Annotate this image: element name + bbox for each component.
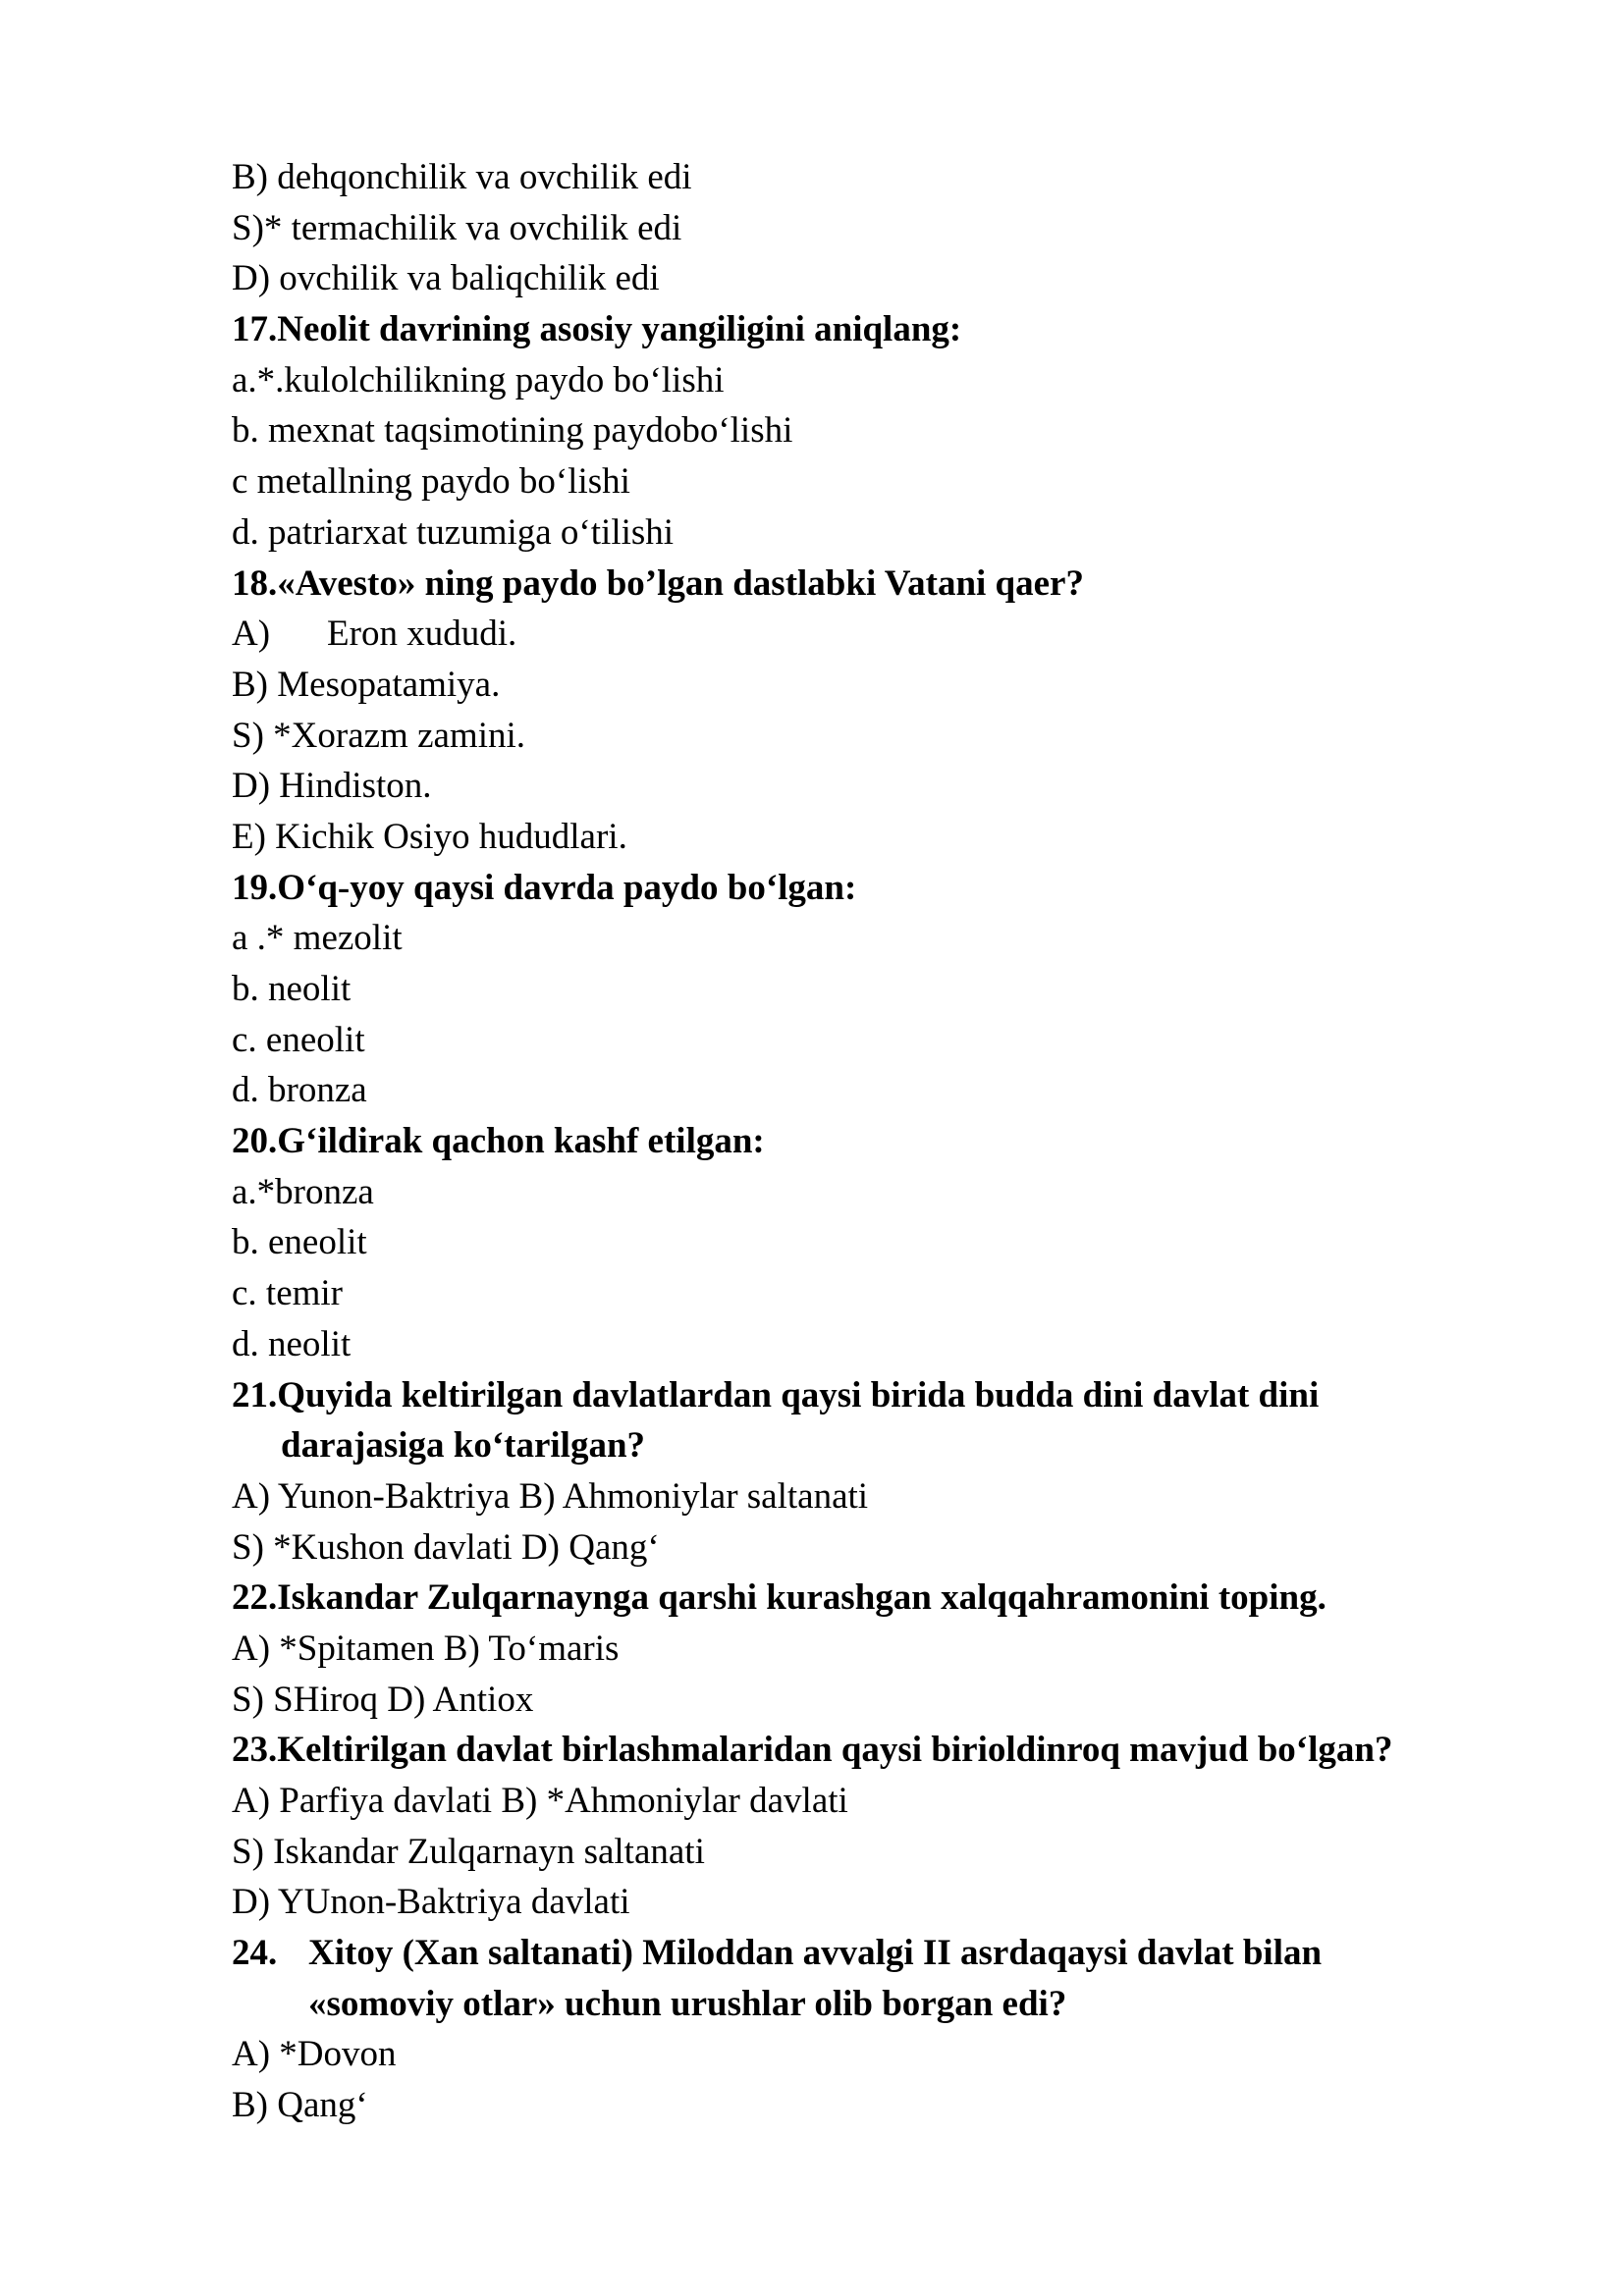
question-text: Neolit davrining asosiy yangiligini aniqlang: — [277, 309, 962, 350]
option-text: A) Yunon-Baktriya B) Ahmoniylar saltanati — [232, 1475, 869, 1517]
question-text: «somoviy otlar» uchun urushlar olib borgan edi? — [308, 1983, 1067, 2024]
answer-option — [232, 1624, 1508, 1675]
option-text: c metallning paydo bo‘lishi — [232, 461, 630, 503]
answer-option — [232, 1827, 1508, 1878]
answer-option — [232, 1065, 1508, 1116]
answer-option — [232, 609, 1508, 660]
question-line — [232, 559, 1508, 610]
answer-option — [232, 1167, 1508, 1218]
option-text: D) ovchilik va baliqchilik edi — [232, 258, 660, 299]
option-text: b. eneolit — [232, 1222, 367, 1263]
option-text: S)* termachilik va ovchilik edi — [232, 207, 682, 248]
option-text: Eron xududi. — [327, 614, 517, 655]
question-line — [232, 1928, 1508, 1979]
option-text: D) YUnon-Baktriya davlati — [232, 1882, 630, 1923]
option-text: d. bronza — [232, 1070, 367, 1111]
option-text: D) Hindiston. — [232, 766, 432, 807]
question-number: 17. — [232, 309, 278, 350]
answer-option — [232, 2029, 1508, 2080]
option-text: S) Iskandar Zulqarnayn saltanati — [232, 1831, 705, 1872]
option-text: d. patriarxat tuzumiga o‘tilishi — [232, 511, 675, 553]
question-line — [232, 1370, 1508, 1421]
question-text: Keltirilgan davlat birlashmalaridan qaysi birioldinroq mavjud bo‘lgan? — [277, 1730, 1393, 1771]
option-text: b. neolit — [232, 969, 352, 1009]
question-text: Xitoy (Xan saltanati) Miloddan avvalgi II asrdaqaysi davlat bilan — [308, 1933, 1323, 1974]
answer-option — [232, 1268, 1508, 1319]
answer-option — [232, 405, 1508, 456]
answer-option — [232, 761, 1508, 812]
question-number: 20. — [232, 1121, 278, 1162]
quiz-content — [232, 152, 1508, 2131]
option-text: A) *Dovon — [232, 2034, 397, 2075]
answer-option — [232, 964, 1508, 1015]
option-text: E) Kichik Osiyo hududlari. — [232, 816, 627, 857]
question-number: 18. — [232, 562, 278, 604]
answer-option — [232, 660, 1508, 711]
answer-option — [232, 812, 1508, 863]
answer-option — [232, 2080, 1508, 2131]
answer-option — [232, 1776, 1508, 1827]
answer-option — [232, 1675, 1508, 1726]
question-text: O‘q-yoy qaysi davrda paydo bo‘lgan: — [277, 867, 857, 908]
option-text: A) *Spitamen B) To‘maris — [232, 1628, 620, 1669]
question-number: 23. — [232, 1730, 278, 1771]
question-number: 21. — [232, 1374, 278, 1415]
answer-option — [232, 1471, 1508, 1522]
question-number: 19. — [232, 867, 278, 908]
option-text: a .* mezolit — [232, 918, 403, 959]
option-text: b. mexnat taqsimotining paydobo‘lishi — [232, 410, 793, 452]
option-text: S) SHiroq D) Antiox — [232, 1679, 534, 1720]
question-line — [232, 304, 1508, 355]
option-text: d. neolit — [232, 1323, 352, 1364]
answer-option — [232, 152, 1508, 203]
question-text: darajasiga ko‘tarilgan? — [281, 1425, 646, 1467]
answer-option — [232, 1319, 1508, 1370]
answer-option — [232, 913, 1508, 964]
option-text: B) Mesopatamiya. — [232, 664, 501, 705]
question-text: Quyida keltirilgan davlatlardan qaysi birida budda dini davlat dini — [277, 1374, 1320, 1415]
answer-option — [232, 456, 1508, 507]
answer-option — [232, 355, 1508, 406]
question-line-continued — [232, 1979, 1508, 2030]
question-line-continued — [232, 1420, 1508, 1471]
question-line — [232, 1573, 1508, 1624]
option-text: a.*.kulolchilikning paydo bo‘lishi — [232, 359, 725, 400]
question-line — [232, 863, 1508, 914]
answer-option — [232, 1522, 1508, 1574]
answer-option — [232, 1015, 1508, 1066]
option-text: A) Parfiya davlati B) *Ahmoniylar davlati — [232, 1781, 848, 1821]
option-text: c. temir — [232, 1273, 344, 1314]
answer-option — [232, 507, 1508, 559]
option-text: S) *Kushon davlati D) Qang‘ — [232, 1526, 660, 1568]
answer-option — [232, 1877, 1508, 1928]
option-text: B) dehqonchilik va ovchilik edi — [232, 157, 692, 197]
answer-option — [232, 711, 1508, 762]
option-text: S) *Xorazm zamini. — [232, 715, 525, 756]
option-text: c. eneolit — [232, 1019, 365, 1060]
option-text: B) Qang‘ — [232, 2085, 368, 2126]
question-line — [232, 1725, 1508, 1776]
question-text: Iskandar Zulqarnaynga qarshi kurashgan xalqqahramonini toping. — [277, 1577, 1326, 1619]
question-line — [232, 1116, 1508, 1167]
question-text: G‘ildirak qachon kashf etilgan: — [277, 1121, 765, 1162]
answer-option — [232, 203, 1508, 254]
question-number: 22. — [232, 1577, 278, 1619]
answer-option — [232, 253, 1508, 304]
question-text: «Avesto» ning paydo bo’lgan dastlabki Vatani qaer? — [277, 562, 1084, 604]
answer-option — [232, 1217, 1508, 1268]
option-label: A) — [232, 614, 271, 655]
question-number: 24. — [232, 1933, 278, 1974]
option-text: a.*bronza — [232, 1171, 374, 1212]
